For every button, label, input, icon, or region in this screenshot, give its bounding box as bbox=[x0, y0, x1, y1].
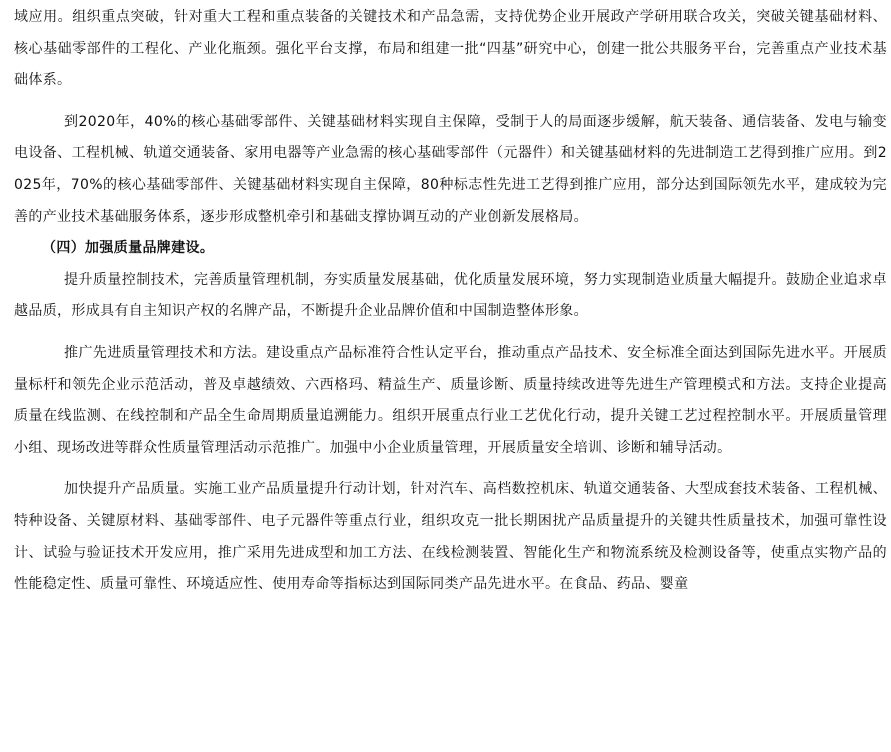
paragraph-5: 加快提升产品质量。实施工业产品质量提升行动计划，针对汽车、高档数控机床、轨道交通装备、大型成套技术装备、工程机械、特种设备、关键原材料、基础零部件、电子元器件等重点行业，组织攻克一批长期困扰产品质量提升的关键共性质量技术，加强可靠性设计、试验与验证技术开发应用，推广采用先进成型和加工方法、在线检测装置、智能化生产和物流系统及检测设备等，使重点实物产品的性能稳定性、质量可靠性、环境适应性、使用寿命等指标达到国际同类产品先进水平。在食品、药品、婴童 bbox=[14, 481, 887, 593]
paragraph-4: 推广先进质量管理技术和方法。建设重点产品标准符合性认定平台，推动重点产品技术、安全标准全面达到国际先进水平。开展质量标杆和领先企业示范活动，普及卓越绩效、六西格玛、精益生产、质量诊断、质量持续改进等先进生产管理模式和方法。支持企业提高质量在线监测、在线控制和产品全生命周期质量追溯能力。组织开展重点行业工艺优化行动，提升关键工艺过程控制水平。开展质量管理小组、现场改进等群众性质量管理活动示范推广。加强中小企业质量管理，开展质量安全培训、诊断和辅导活动。 bbox=[14, 344, 887, 456]
paragraph-2: 到2020年，40%的核心基础零部件、关键基础材料实现自主保障，受制于人的局面逐步缓解，航天装备、通信装备、发电与输变电设备、工程机械、轨道交通装备、家用电器等产业急需的核心基础零部件（元器件）和关键基础材料的先进制造工艺得到推广应用。到2025年，70%的核心基础零部件、关键基础材料实现自主保障，80种标志性先进工艺得到推广应用，部分达到国际领先水平，建成较为完善的产业技术基础服务体系，逐步形成整机牵引和基础支撑协调互动的产业创新发展格局。 bbox=[14, 113, 887, 225]
section-heading: （四）加强质量品牌建设。 bbox=[42, 240, 215, 257]
paragraph-1: 域应用。组织重点突破，针对重大工程和重点装备的关键技术和产品急需，支持优势企业开展政产学研用联合攻关，突破关键基础材料、核心基础零部件的工程化、产业化瓶颈。强化平台支撑，布局和组建一批“四基”研究中心，创建一批公共服务平台，完善重点产业技术基础体系。 bbox=[14, 9, 887, 89]
paragraph-3: 提升质量控制技术，完善质量管理机制，夯实质量发展基础，优化质量发展环境，努力实现制造业质量大幅提升。鼓励企业追求卓越品质，形成具有自主知识产权的名牌产品，不断提升企业品牌价值和中国制造整体形象。 bbox=[14, 271, 887, 320]
